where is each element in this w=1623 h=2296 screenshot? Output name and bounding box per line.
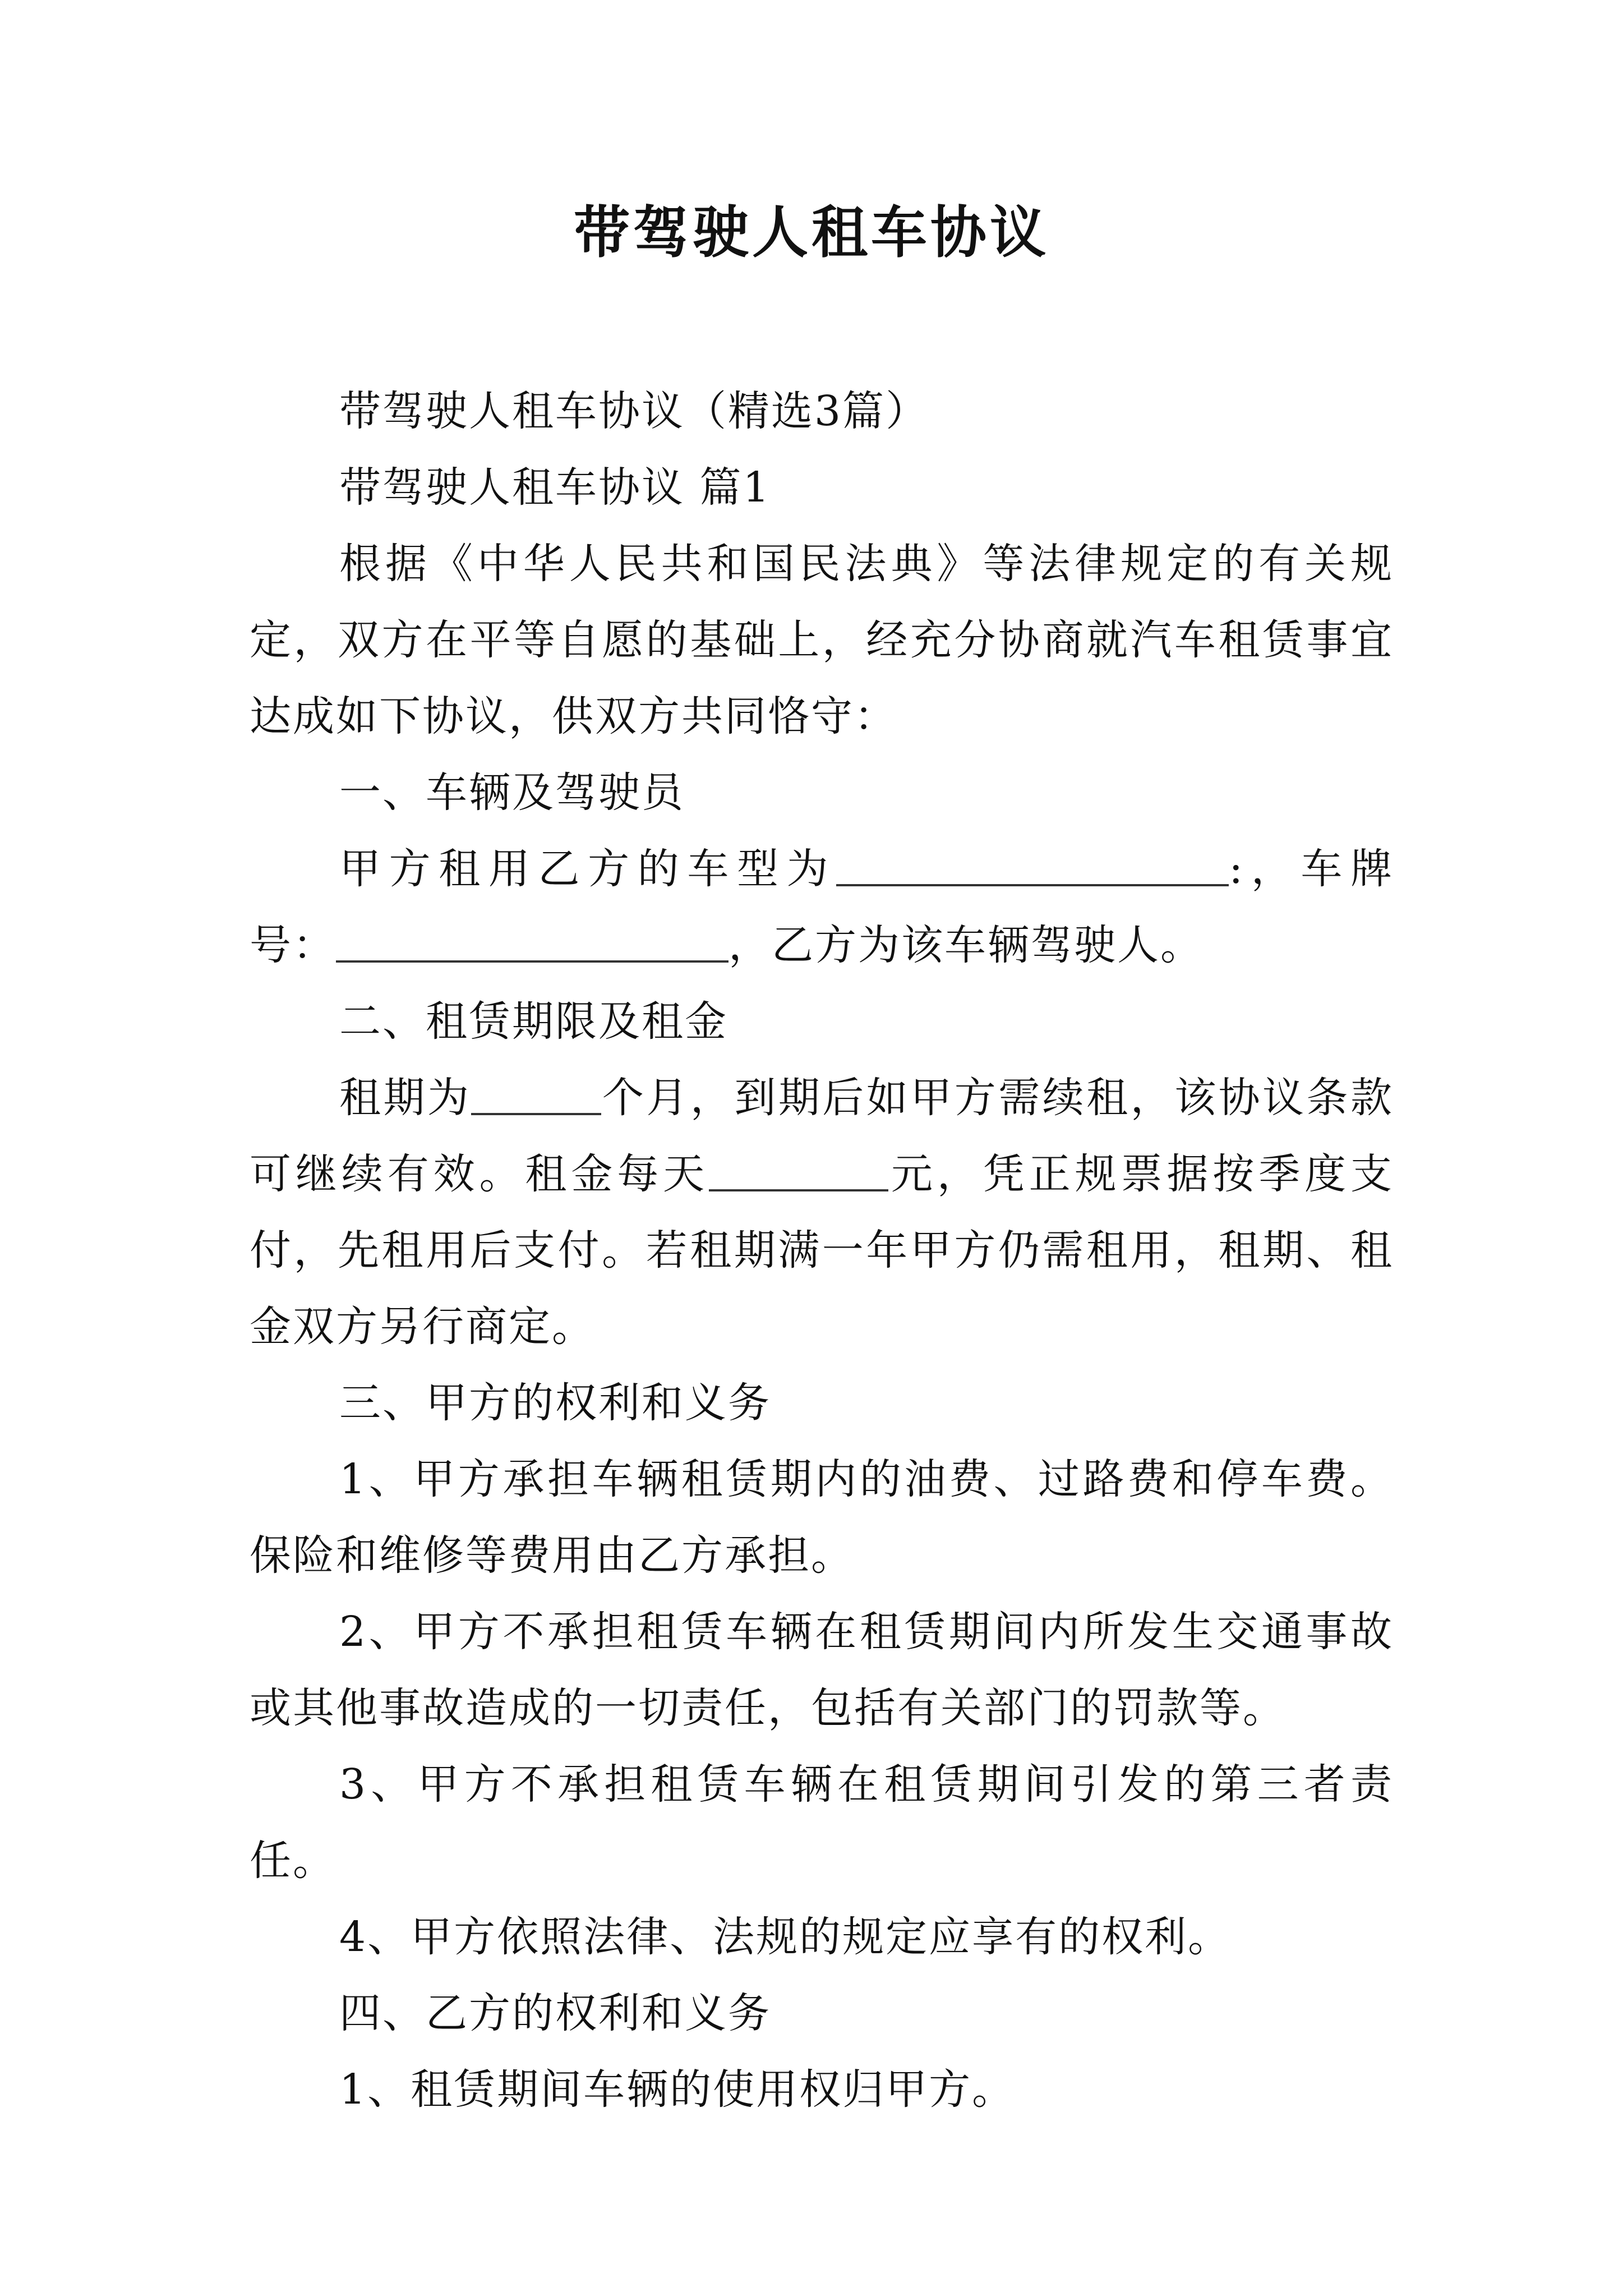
plate-number-label: :，车牌号： xyxy=(250,845,1394,969)
document-body xyxy=(250,373,1394,2128)
vehicle-paragraph xyxy=(250,831,1394,983)
section-1-heading: 一、车辆及驾驶员 xyxy=(339,769,685,817)
party-a-item-2: 2、甲方不承担租赁车辆在租赁期间内所发生交通事故或其他事故造成的一切责任，包括有关部门的罚款等。 xyxy=(250,1608,1394,1732)
lease-term-end: 元，凭正规票据按季度支付，先租用后支付。若租期满一年甲方仍需租用，租期、租金双方另行商定。 xyxy=(250,1150,1394,1351)
party-a-item-1: 1、甲方承担车辆租赁期内的油费、过路费和停车费。保险和维修等费用由乙方承担。 xyxy=(250,1455,1394,1580)
vehicle-model-label: 甲方租用乙方的车型为 xyxy=(339,845,837,893)
document-subtitle: 带驾驶人租车协议（精选3篇） xyxy=(339,387,929,435)
lease-term-label: 租期为 xyxy=(339,1074,472,1122)
party-a-item-4: 4、甲方依照法律、法规的规定应享有的权利。 xyxy=(339,1913,1232,1961)
section-2-heading: 二、租赁期限及租金 xyxy=(339,997,728,1046)
intro-paragraph: 根据《中华人民共和国民法典》等法律规定的有关规定，双方在平等自愿的基础上，经充分协商就汽车租赁事宜达成如下协议，供双方共同恪守： xyxy=(250,540,1394,740)
driver-clause: ，乙方为该车辆驾驶人。 xyxy=(728,921,1204,969)
lease-months-blank xyxy=(471,1074,601,1115)
lease-term-paragraph xyxy=(250,1060,1394,1365)
vehicle-model-blank xyxy=(836,845,1229,886)
plate-number-blank xyxy=(336,921,728,963)
document-title: 带驾驶人租车协议 xyxy=(574,200,1049,265)
lease-term-middle: 个月，到期后如甲方需续租，该协议条款可继续有效。租金每天 xyxy=(250,1074,1394,1198)
section-3-heading: 三、甲方的权利和义务 xyxy=(339,1379,771,1427)
party-b-item-1: 1、租赁期间车辆的使用权归甲方。 xyxy=(339,2065,1016,2114)
section-heading: 带驾驶人租车协议 篇1 xyxy=(339,463,771,512)
party-a-item-3: 3、甲方不承担租赁车辆在租赁期间引发的第三者责任。 xyxy=(250,1760,1394,1885)
section-4-heading: 四、乙方的权利和义务 xyxy=(339,1989,771,2037)
daily-rent-blank xyxy=(709,1150,888,1191)
